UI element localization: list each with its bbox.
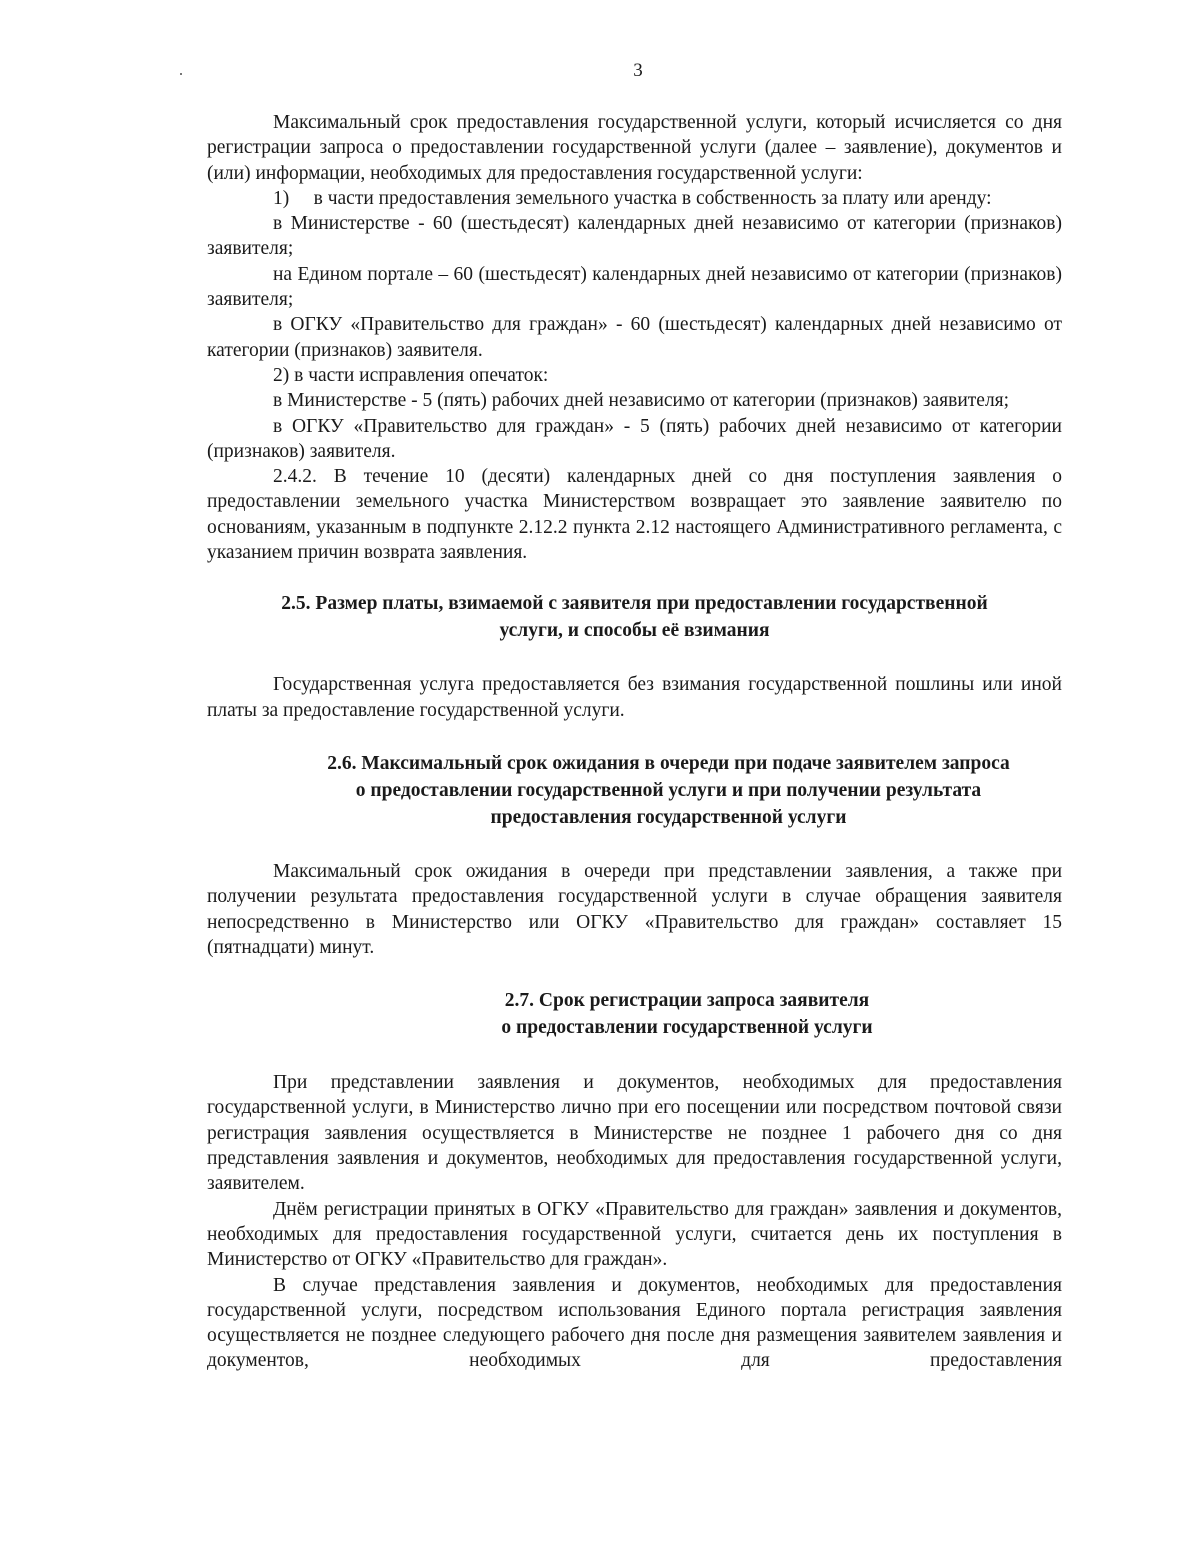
paragraph-2-7-ogku: Днём регистрации принятых в ОГКУ «Правительство для граждан» заявления и документов, необходимых для предоставления государственной услуги, считается день их поступления в Министерство от ОГКУ «Правительство для граждан». xyxy=(207,1198,1062,1271)
heading-line: предоставления государственной услуги xyxy=(490,806,847,828)
heading-line: 2.7. Срок регистрации запроса заявителя xyxy=(504,990,870,1012)
section-heading-2-7 xyxy=(487,987,887,1041)
section-heading-2-6 xyxy=(273,750,1064,831)
page-number: 3 xyxy=(633,60,643,81)
paragraph-2-4-2: 2.4.2. В течение 10 (десяти) календарных дней со дня поступления заявления о предоставлении земельного участка Министерством возвращает это заявление заявителю по основаниям, указанным в подпункте 2.12.2 пункта 2.12 настоящего Административного регламента, с указанием причин возврата заявления. xyxy=(207,466,1062,564)
heading-line: о предоставлении государственной услуги и при получении результата xyxy=(355,779,982,801)
paragraph-2-7-ministry: При представлении заявления и документов, необходимых для предоставления государственной услуги, в Министерство лично при его посещении или посредством почтовой связи регистрация заявления осуществляется в Министерстве не позднее 1 рабочего дня со дня представления заявления и документов, необходимых для предоставления государственной услуги, заявителем. xyxy=(207,1072,1062,1195)
heading-line: 2.6. Максимальный срок ожидания в очереди при подаче заявителем запроса xyxy=(327,752,1010,774)
section-heading-2-5 xyxy=(207,590,1062,644)
paragraph-2-5: Государственная услуга предоставляется без взимания государственной пошлины или иной платы за предоставление государственной услуги. xyxy=(207,674,1062,721)
heading-line: 2.5. Размер платы, взимаемой с заявителя при предоставлении государственной xyxy=(281,593,988,615)
paragraph-2-7-portal: В случае представления заявления и документов, необходимых для предоставления государственной услуги, посредством использования Единого портала регистрация заявления осуществляется не позднее следующего рабочего дня после дня размещения заявителем заявления и документов, необходимых для предоставления xyxy=(207,1274,1062,1372)
paragraph-ogku-5: в ОГКУ «Правительство для граждан» - 5 (пять) рабочих дней независимо от категории (признаков) заявителя. xyxy=(207,415,1062,462)
paragraph-ogku-60: в ОГКУ «Правительство для граждан» - 60 (шестьдесят) календарных дней независимо от категории (признаков) заявителя. xyxy=(207,314,1062,361)
paragraph-ministry-5: в Министерстве - 5 (пять) рабочих дней независимо от категории (признаков) заявителя; xyxy=(273,390,1010,412)
paragraph-portal-60: на Едином портале – 60 (шестьдесят) календарных дней независимо от категории (признаков) заявителя; xyxy=(207,263,1062,311)
paragraph-max-term: Максимальный срок предоставления государственной услуги, который исчисляется со дня регистрации запроса о предоставлении государственной услуги (далее – заявление), документов и (или) информации, необходимых для предоставления государственной услуги: xyxy=(207,112,1062,184)
paragraph-item-1: 1) в части предоставления земельного участка в собственность за плату или аренду: xyxy=(273,187,992,209)
document-body xyxy=(207,110,1062,1374)
heading-line: услуги, и способы её взимания xyxy=(499,620,770,642)
paragraph-ministry-60: в Министерстве - 60 (шестьдесят) календарных дней независимо от категории (признаков) заявителя; xyxy=(207,213,1062,260)
paragraph-item-2: 2) в части исправления опечаток: xyxy=(273,364,549,386)
heading-line: о предоставлении государственной услуги xyxy=(501,1017,873,1039)
paragraph-2-6: Максимальный срок ожидания в очереди при представлении заявления, а также при получении результата предоставления государственной услуги в случае обращения заявителя непосредственно в Министерство или ОГКУ «Правительство для граждан» составляет 15 (пятнадцати) минут. xyxy=(207,860,1062,958)
